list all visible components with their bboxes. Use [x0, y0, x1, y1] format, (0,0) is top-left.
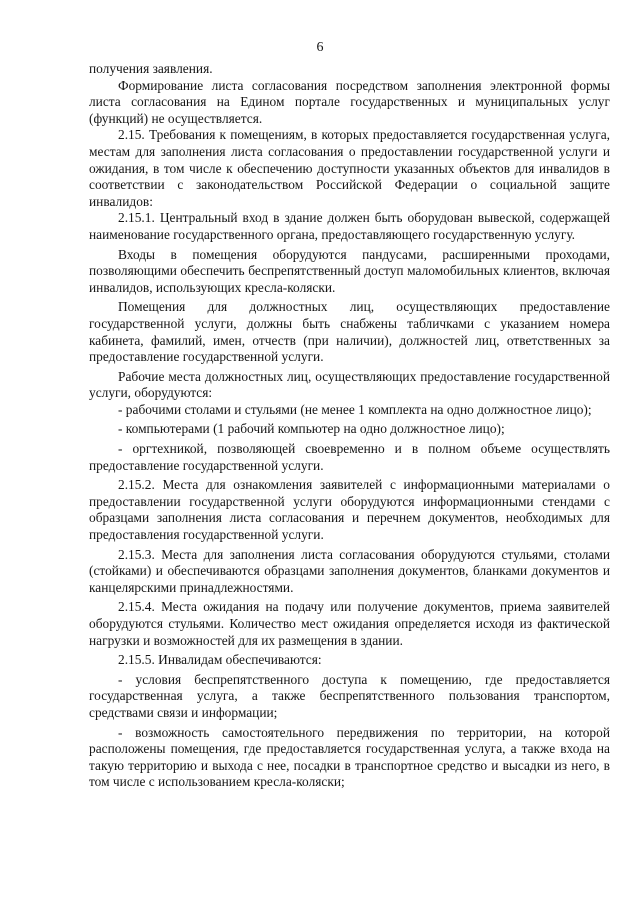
list-item-movement: - возможность самостоятельного передвижения по территории, на которой расположены помещения, где предоставляется государственная услуга, а также входа на такую территорию и выхода с нее, посадки в транспортное средство и высадки из него, в том числе с использованием кресла-коляски; — [89, 724, 610, 790]
list-item-office-equipment: - оргтехникой, позволяющей своевременно и в полном объеме осуществлять предоставление государственной услуги. — [89, 441, 610, 473]
list-item-desks: - рабочими столами и стульями (не менее 1 комплекта на одно должностное лицо); — [118, 401, 592, 417]
document-body — [89, 61, 610, 791]
paragraph-2-15-5: 2.15.5. Инвалидам обеспечиваются: — [118, 652, 322, 668]
list-item-computers: - компьютерами (1 рабочий компьютер на одно должностное лицо); — [118, 421, 505, 437]
paragraph-2-15-2: 2.15.2. Места для ознакомления заявителей с информационными материалами о предоставлении государственной услуги оборудуются информационными стендами с образцами заполнения листа согласования и перечнем документов, необходимых для предоставления государственной услуги. — [89, 477, 610, 543]
paragraph-2-15-4: 2.15.4. Места ожидания на подачу или получение документов, приема заявителей оборудуются стульями. Количество мест ожидания определяется исходя из фактической нагрузки и возможностей для их размещения в здании. — [89, 599, 610, 648]
paragraph-premises: Помещения для должностных лиц, осуществляющих предоставление государственной услуги, должны быть снабжены табличками с указанием номера кабинета, фамилий, имен, отчеств (при наличии), должностей лиц, ответственных за предоставление государственной услуги. — [89, 299, 610, 365]
paragraph-entrances: Входы в помещения оборудуются пандусами, расширенными проходами, позволяющими обеспечить беспрепятственный доступ маломобильных клиентов, включая инвалидов, использующих кресла-коляски. — [89, 246, 610, 295]
paragraph-2-15-1: 2.15.1. Центральный вход в здание должен быть оборудован вывеской, содержащей наименование государственного органа, предоставляющего государственную услугу. — [89, 210, 610, 242]
page-number: 6 — [316, 40, 324, 55]
paragraph-2-15: 2.15. Требования к помещениям, в которых предоставляется государственная услуга, местам для заполнения листа согласования о предоставлении государственной услуги и ожидания, в том числе к обеспечению доступности указанных объектов для инвалидов в соответствии с законодательством Российской Федерации о социальной защите инвалидов: — [89, 127, 610, 209]
paragraph-continuation: получения заявления. — [89, 61, 213, 76]
paragraph-2-15-3: 2.15.3. Места для заполнения листа согласования оборудуются стульями, столами (стойками) и обеспечиваются образцами заполнения документов, бланками документов и канцелярскими принадлежностями. — [89, 546, 610, 595]
list-item-access-conditions: - условия беспрепятственного доступа к помещению, где предоставляется государственная услуга, а также беспрепятственного пользования транспортом, средствами связи и информации; — [89, 671, 610, 720]
paragraph-electronic-form: Формирование листа согласования посредством заполнения электронной формы листа согласования на Едином портале государственных и муниципальных услуг (функций) не осуществляется. — [89, 77, 610, 126]
paragraph-workplaces: Рабочие места должностных лиц, осуществляющих предоставление государственной услуги, оборудуются: — [89, 368, 610, 401]
